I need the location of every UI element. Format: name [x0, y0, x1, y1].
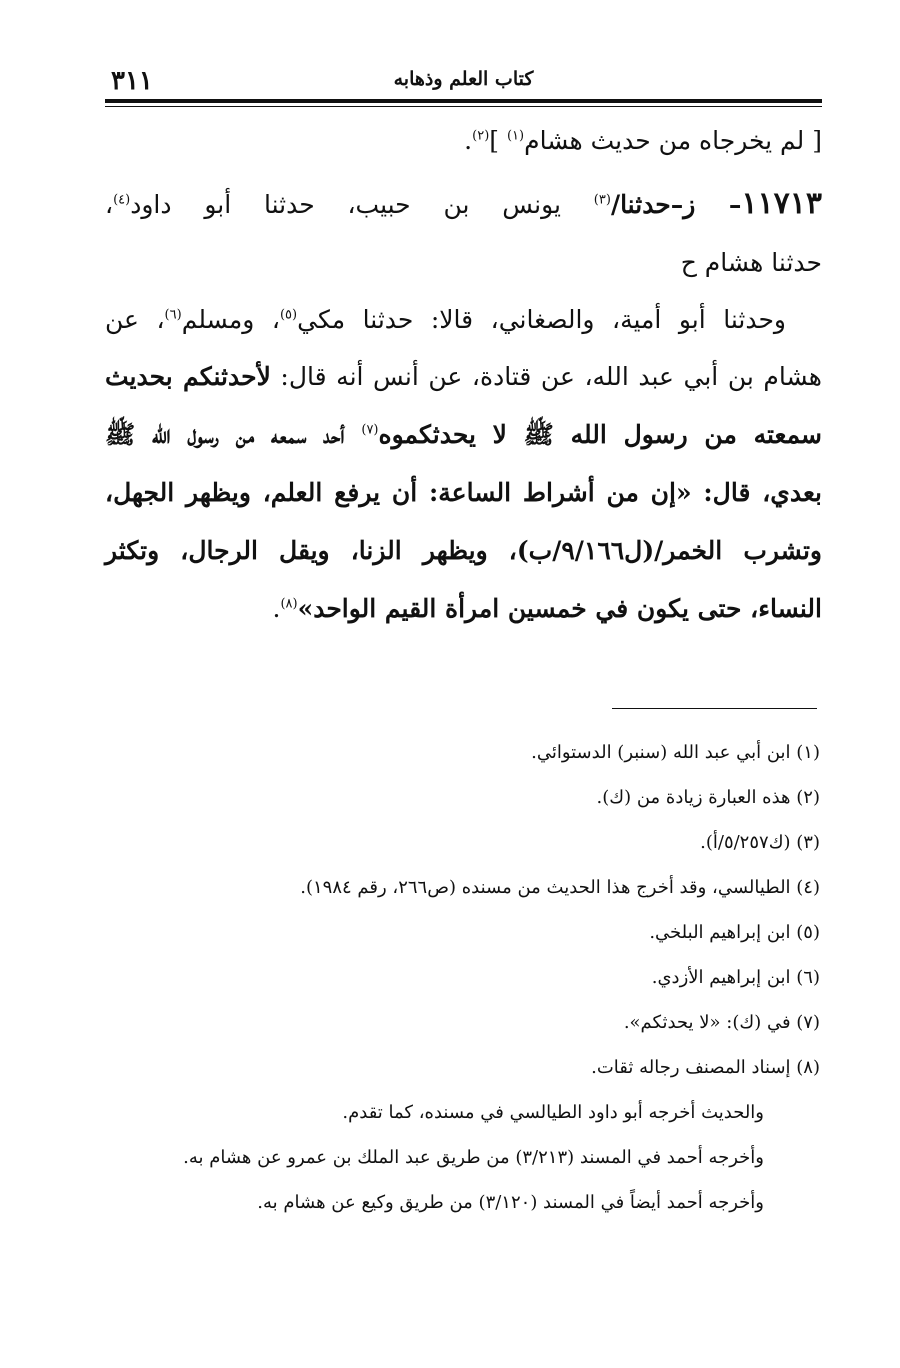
- footnote-ref: (٢): [472, 128, 490, 144]
- footnote-8-continuation: وأخرجه أحمد أيضاً في المسند (٣/١٢٠) من طريق وكيع عن هشام به.: [257, 1192, 764, 1213]
- text-line-5: هشام بن أبي عبد الله، عن قتادة، عن أنس أنه قال: لأحدثنكم بحديث: [105, 362, 822, 391]
- footnote-6: (٦) ابن إبراهيم الأزدي.: [651, 967, 820, 988]
- footnote-ref: (٤): [113, 192, 131, 208]
- footnote-8-continuation: وأخرجه أحمد في المسند (٣/٢١٣) من طريق عبد الملك بن عمرو عن هشام به.: [183, 1147, 764, 1168]
- text-line-1: [ لم يخرجاه من حديث هشام$^{(١)}$ ]$^{(٢)}$.: [464, 126, 822, 155]
- page-header: [105, 64, 822, 100]
- text-line-2: ١١٧١٣– ز–حدثنا/$^{(٣)}$ يونس بن حبيب، حدثنا أبو داود$^{(٤)}$،: [105, 186, 822, 221]
- text-line-3: حدثنا هشام ح: [680, 248, 822, 277]
- footnote-ref: (٨): [280, 596, 298, 612]
- hadith-number: ١١٧١٣: [741, 186, 822, 221]
- footnote-8: (٨) إسناد المصنف رجاله ثقات.: [591, 1057, 820, 1078]
- text-line-6: سمعته من رسول الله ﷺ لا يحدثكموه$^{(٧)}$ أحد سمعه من رسول الله ﷺ: [105, 420, 822, 449]
- text-line-8: وتشرب الخمر/(ل٩/١٦٦/ب)، ويظهر الزنا، ويقل الرجال، وتكثر: [105, 536, 822, 565]
- footnote-ref: (٦): [164, 307, 182, 323]
- footnote-1: (١) ابن أبي عبد الله (سنبر) الدستوائي.: [531, 742, 820, 763]
- text-line-4: وحدثنا أبو أمية، والصغاني، قالا: حدثنا مكي$^{(٥)}$، ومسلم$^{(٦)}$، عن: [105, 305, 787, 334]
- footnote-ref: (٧): [361, 422, 379, 438]
- footnote-ref: (٥): [279, 307, 298, 323]
- footnote-5: (٥) ابن إبراهيم البلخي.: [649, 922, 820, 943]
- footnote-7: (٧) في (ك): «لا يحدثكم».: [623, 1012, 820, 1033]
- page-number: ٣١١: [111, 66, 153, 96]
- footnote-ref: (١): [506, 128, 525, 144]
- footnote-2: (٢) هذه العبارة زيادة من (ك).: [596, 787, 820, 808]
- footnote-4: (٤) الطيالسي، وقد أخرج هذا الحديث من مسنده (ص٢٦٦، رقم ١٩٨٤).: [300, 877, 820, 898]
- header-rule-thin: [105, 106, 822, 107]
- running-title: كتاب العلم وذهابه: [393, 68, 534, 90]
- footnote-3: (٣) (ك٥/٢٥٧/أ).: [700, 832, 820, 853]
- text-line-9: النساء، حتى يكون في خمسين امرأة القيم الواحد»$^{(٨)}$.: [272, 594, 822, 623]
- footnote-8-continuation: والحديث أخرجه أبو داود الطيالسي في مسنده، كما تقدم.: [342, 1102, 764, 1123]
- footnote-separator: [612, 708, 817, 709]
- text-line-7: بعدي، قال: «إن من أشراط الساعة: أن يرفع العلم، ويظهر الجهل،: [105, 478, 822, 507]
- footnote-ref: (٣): [593, 192, 611, 208]
- header-rule-thick: [105, 99, 822, 103]
